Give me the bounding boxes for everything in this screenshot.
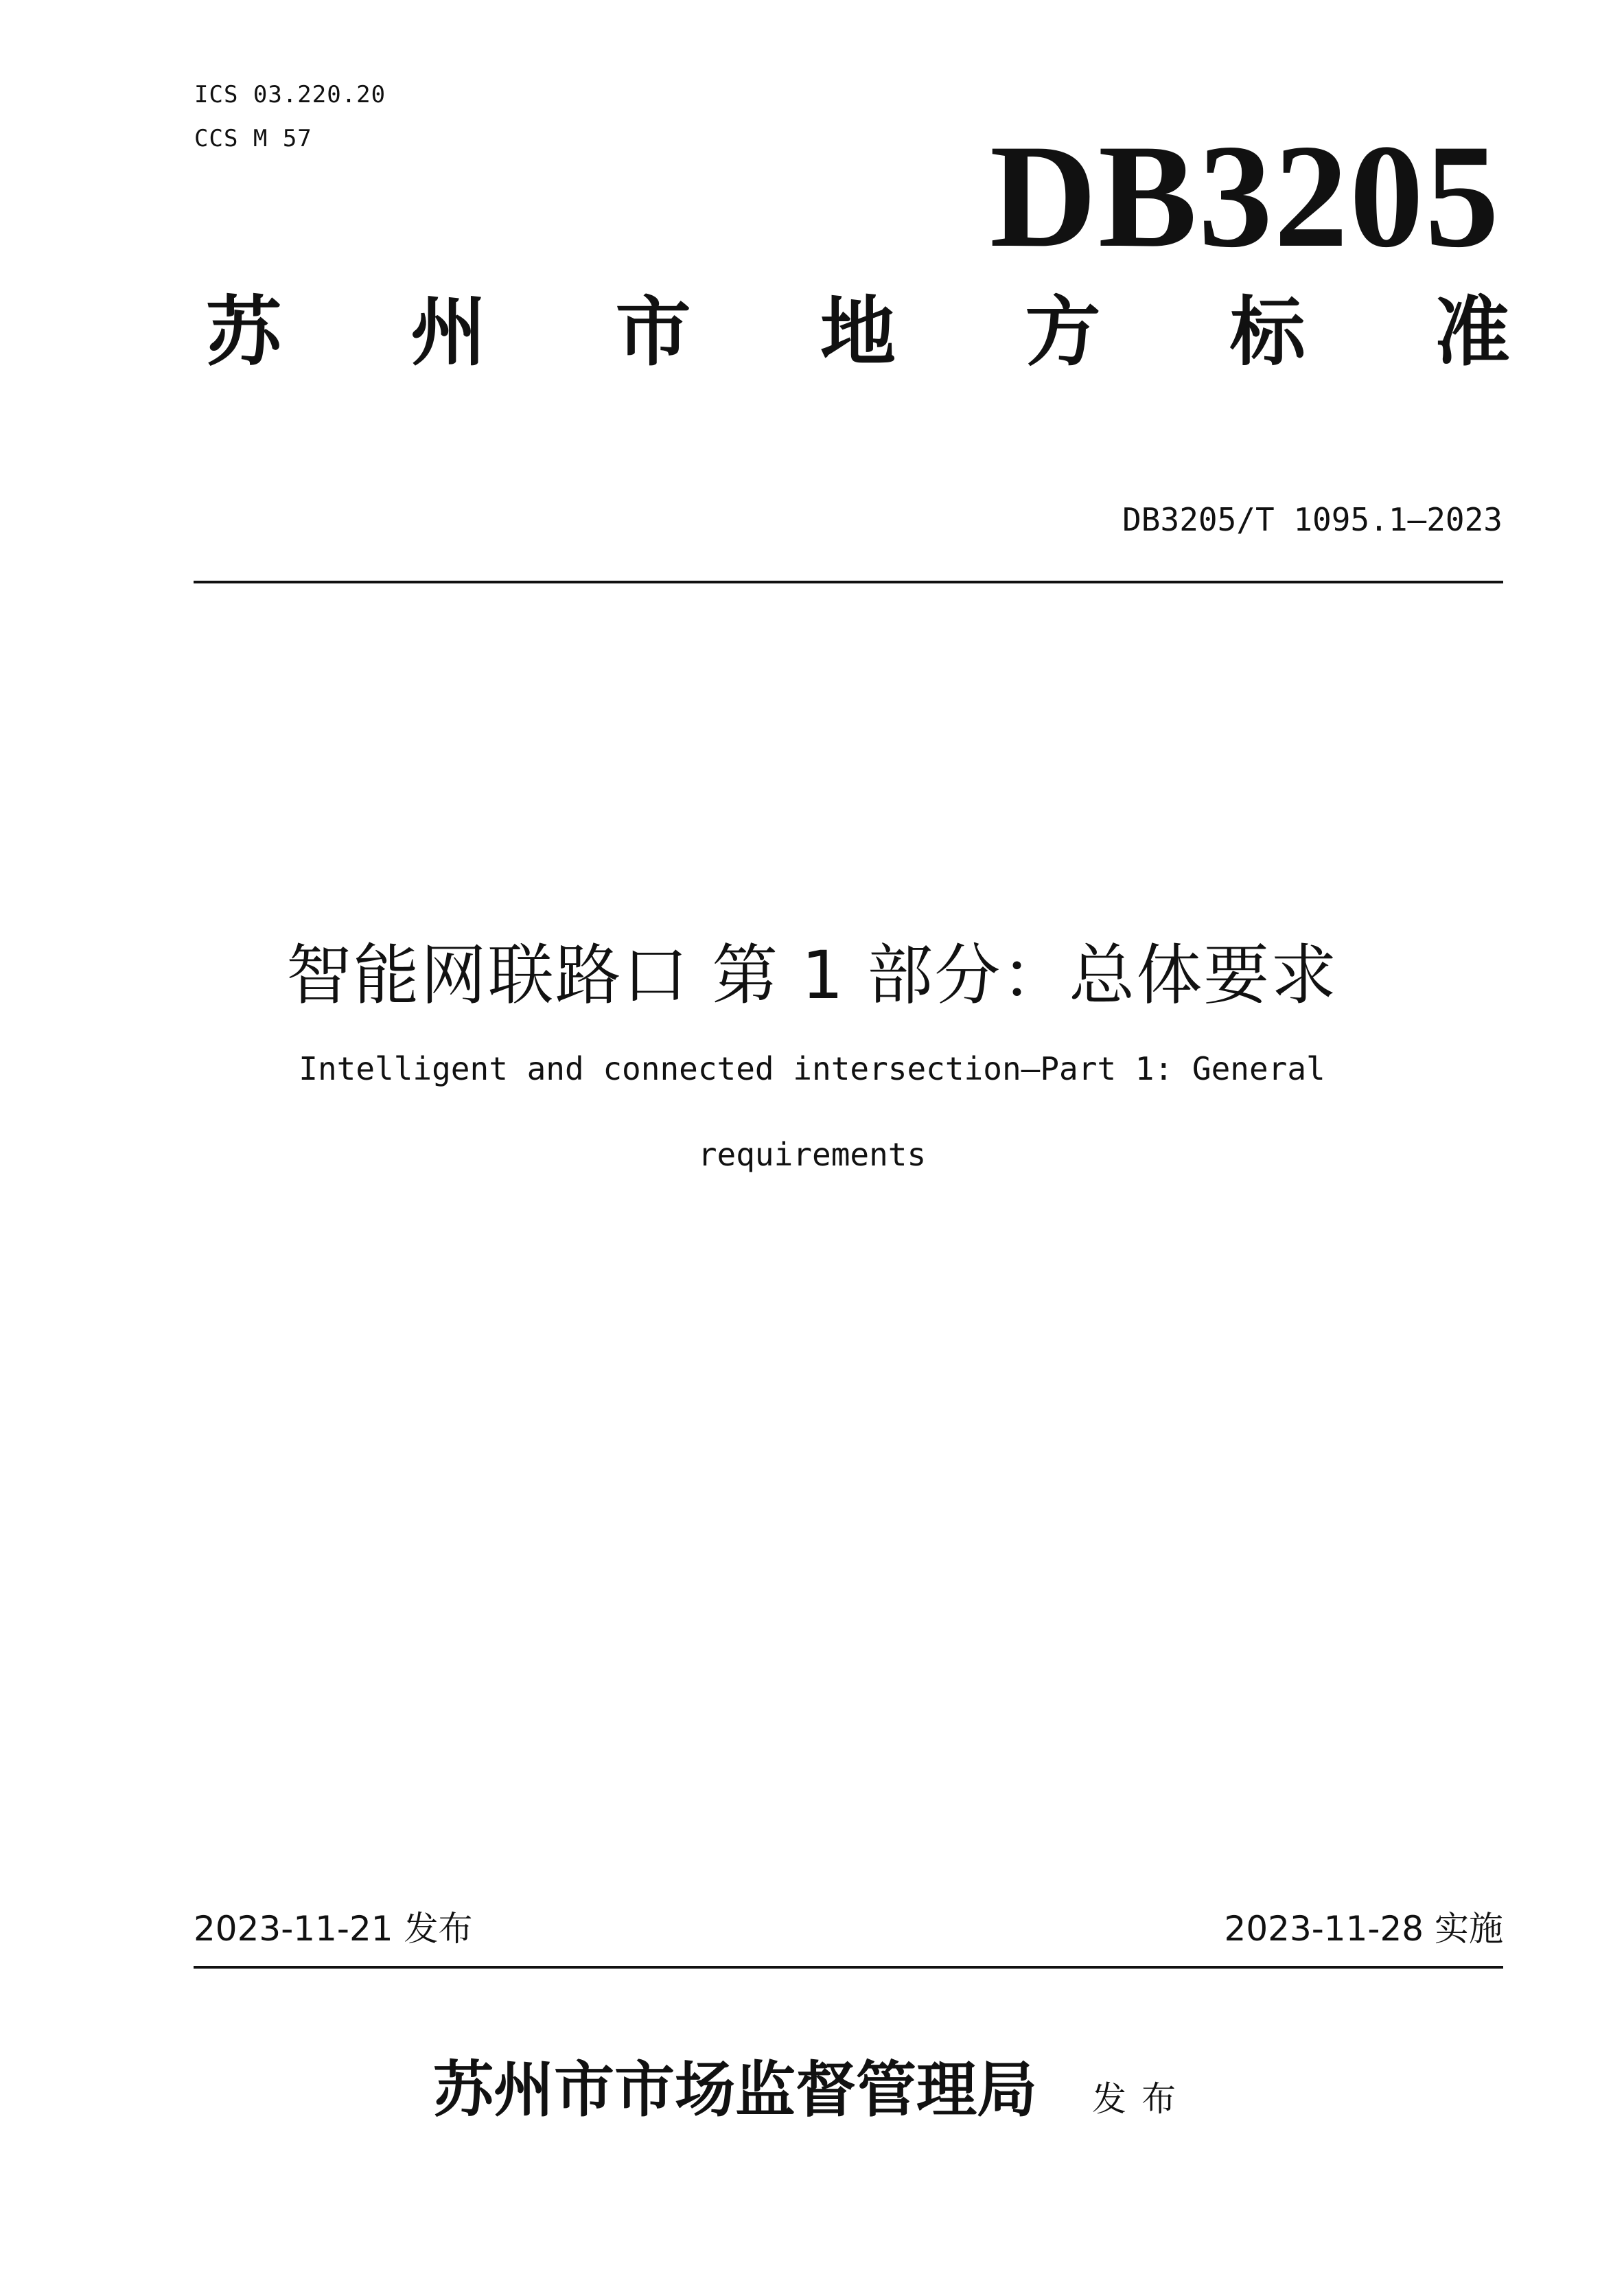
document-title-english-line2: requirements [697,1136,927,1173]
standard-code: DB3205 [989,114,1500,278]
document-title-english-line1: Intelligent and connected intersection—Part 1: General [299,1050,1325,1087]
top-divider [194,581,1503,583]
standard-type-char: 标 [1229,288,1306,376]
standard-type-char: 准 [1434,288,1510,376]
ccs-code: CCS M 57 [194,125,312,152]
standard-number: DB3205/T 1095.1—2023 [1122,501,1503,538]
publish-date: 2023-11-21 发布 [194,1909,473,1949]
issuer-row [0,2042,1624,2129]
standard-type [206,278,1510,374]
document-title-chinese: 智能网联路口 第 1 部分：总体要求 [286,937,1338,1014]
standard-type-char: 州 [410,288,487,376]
bottom-divider [194,1966,1503,1969]
standard-type-char: 方 [1025,288,1101,376]
issuer-suffix: 发布 [1092,2079,1191,2119]
standard-type-char: 地 [820,288,896,376]
ics-code: ICS 03.220.20 [194,81,386,108]
implementation-date: 2023-11-28 实施 [1224,1909,1503,1949]
issuer-name: 苏州市市场监督管理局 [432,2054,1037,2125]
standard-type-char: 市 [615,288,691,376]
standard-type-char: 苏 [206,288,281,376]
